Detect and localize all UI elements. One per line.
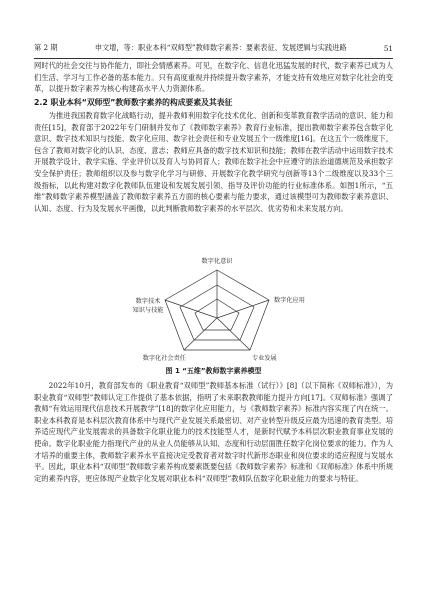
journal-running-title: 申文增，等：职业本科“双师型”教师数字素养：要素表征、发展逻辑与实践进路 [94, 43, 347, 52]
figure-caption: 图 1 “五维”教师数字素养模型 [165, 367, 262, 375]
section-number: 2.2 [34, 98, 48, 107]
intro-text-block [34, 60, 393, 95]
spoke-development [217, 318, 250, 350]
spoke-responsibility [184, 318, 217, 350]
section-title: 职业本科“双师型”教师数字素养的构成要素及其表征 [50, 98, 233, 107]
running-header [34, 41, 393, 59]
page-number: 51 [383, 43, 393, 53]
five-dimension-model-figure [104, 252, 330, 366]
label-digital-knowledge-line1: 数字技术 [135, 298, 161, 305]
label-professional-development: 专业发展 [252, 355, 277, 362]
pentagon-diagram [104, 252, 330, 366]
section-paragraph: 为推进我国教育数字化战略行动，提升教师利用数字化技术优化、创新和变革教育教学活动的意识、能力和责任[15]，教育部于2022年专门研制并发布了《教师数字素养》教育行业标准，提出教师数字素养包含数字化意识、数字技术知识与技能、数字化应用、数字社会责任和专业发展五个一级维度[16]。在这五个一级维度下，包含了教师对数字化的认识、态度、意志；教师应具备的数字技术知识和技能；教师在教学活动中运用数字技术开展教学设计、教学实施、学业评价以及育人与协同育人；教师在数字社会中应遵守的法治道德规范及承担数字安全保护责任；教师组织以及参与数字化学习与研修、开展数字化教学研究与创新等13个二级维度以及33个三级指标，以此构建对数字化教师队伍建设和发展发展引领、指导及评价功能的行业标准体系。如图1所示，“五维”教师数字素养模型涵盖了教师数字素养五方面的核心要素与能力要求，通过该模型可为教师数字素养意识、认知、态度、行为及发展水平画像，以此判断教师数字素养的水平层次、优劣势和未来发展方向。 [34, 111, 393, 213]
intro-paragraph: 网时代的社会交往与协作能力，即社会情感素养。可见，在数字化、信息化迅猛发展的时代，数字素养已成为人们生活、学习与工作必备的基本能力。只有高度重视并持续提升数字素养，才能支持有效地应对数字化社会的变革，以提升数字素养为核心构建高水平人力资源体系。 [34, 61, 393, 94]
section-text-block [34, 110, 393, 214]
label-digital-social-responsibility: 数字化社会责任 [142, 355, 186, 362]
label-digital-consciousness: 数字化意识 [201, 258, 233, 265]
label-digital-application: 数字化应用 [274, 297, 305, 304]
label-digital-knowledge-line2: 知识与技能 [132, 307, 164, 314]
closing-text-block [34, 380, 393, 484]
section-heading [34, 97, 232, 108]
spoke-knowledge [165, 300, 217, 318]
closing-paragraph: 2022年10月，教育部发布的《职业教育“双师型”教师基本标准（试行）》[8]（以下简称《双师标准》），为职业教育“双师型”教师认定工作提供了基本依据，指明了未来职教教师能力提升方向[17]。《双师标准》强调了教师“有效运用现代信息技术开展教学”[18]的数字化应用能力，与《教师数字素养》标准内容实现了内在统一。职业本科教育是本科层次教育体系中与现代产业发展关系最密切、对产业转型升级反应最为迅速的教育类型。培养适应现代产业发展需求的具备数字化职业能力的技术技能型人才，是新时代赋予本科层次职业教育事业发展的使命。数字化职业能力指现代产业的从业人员能够从认知、态度和行动层面胜任数字化岗位要求的能力。作为人才培养的重要主体，教师数字素养水平直接决定受教育者对数字时代新形态职业和岗位要求的适应程度与发展水平。因此，职业本科“双师型”教师数字素养构成要素既要包括《教师数字素养》标准和《双师标准》体系中所规定的素养内容，更应体现产业数字化发展对职业本科“双师型”教师队伍数字化职业能力的要求与特征。 [34, 381, 393, 483]
spoke-application [217, 300, 269, 318]
issue-label: 第 2 期 [34, 43, 58, 52]
